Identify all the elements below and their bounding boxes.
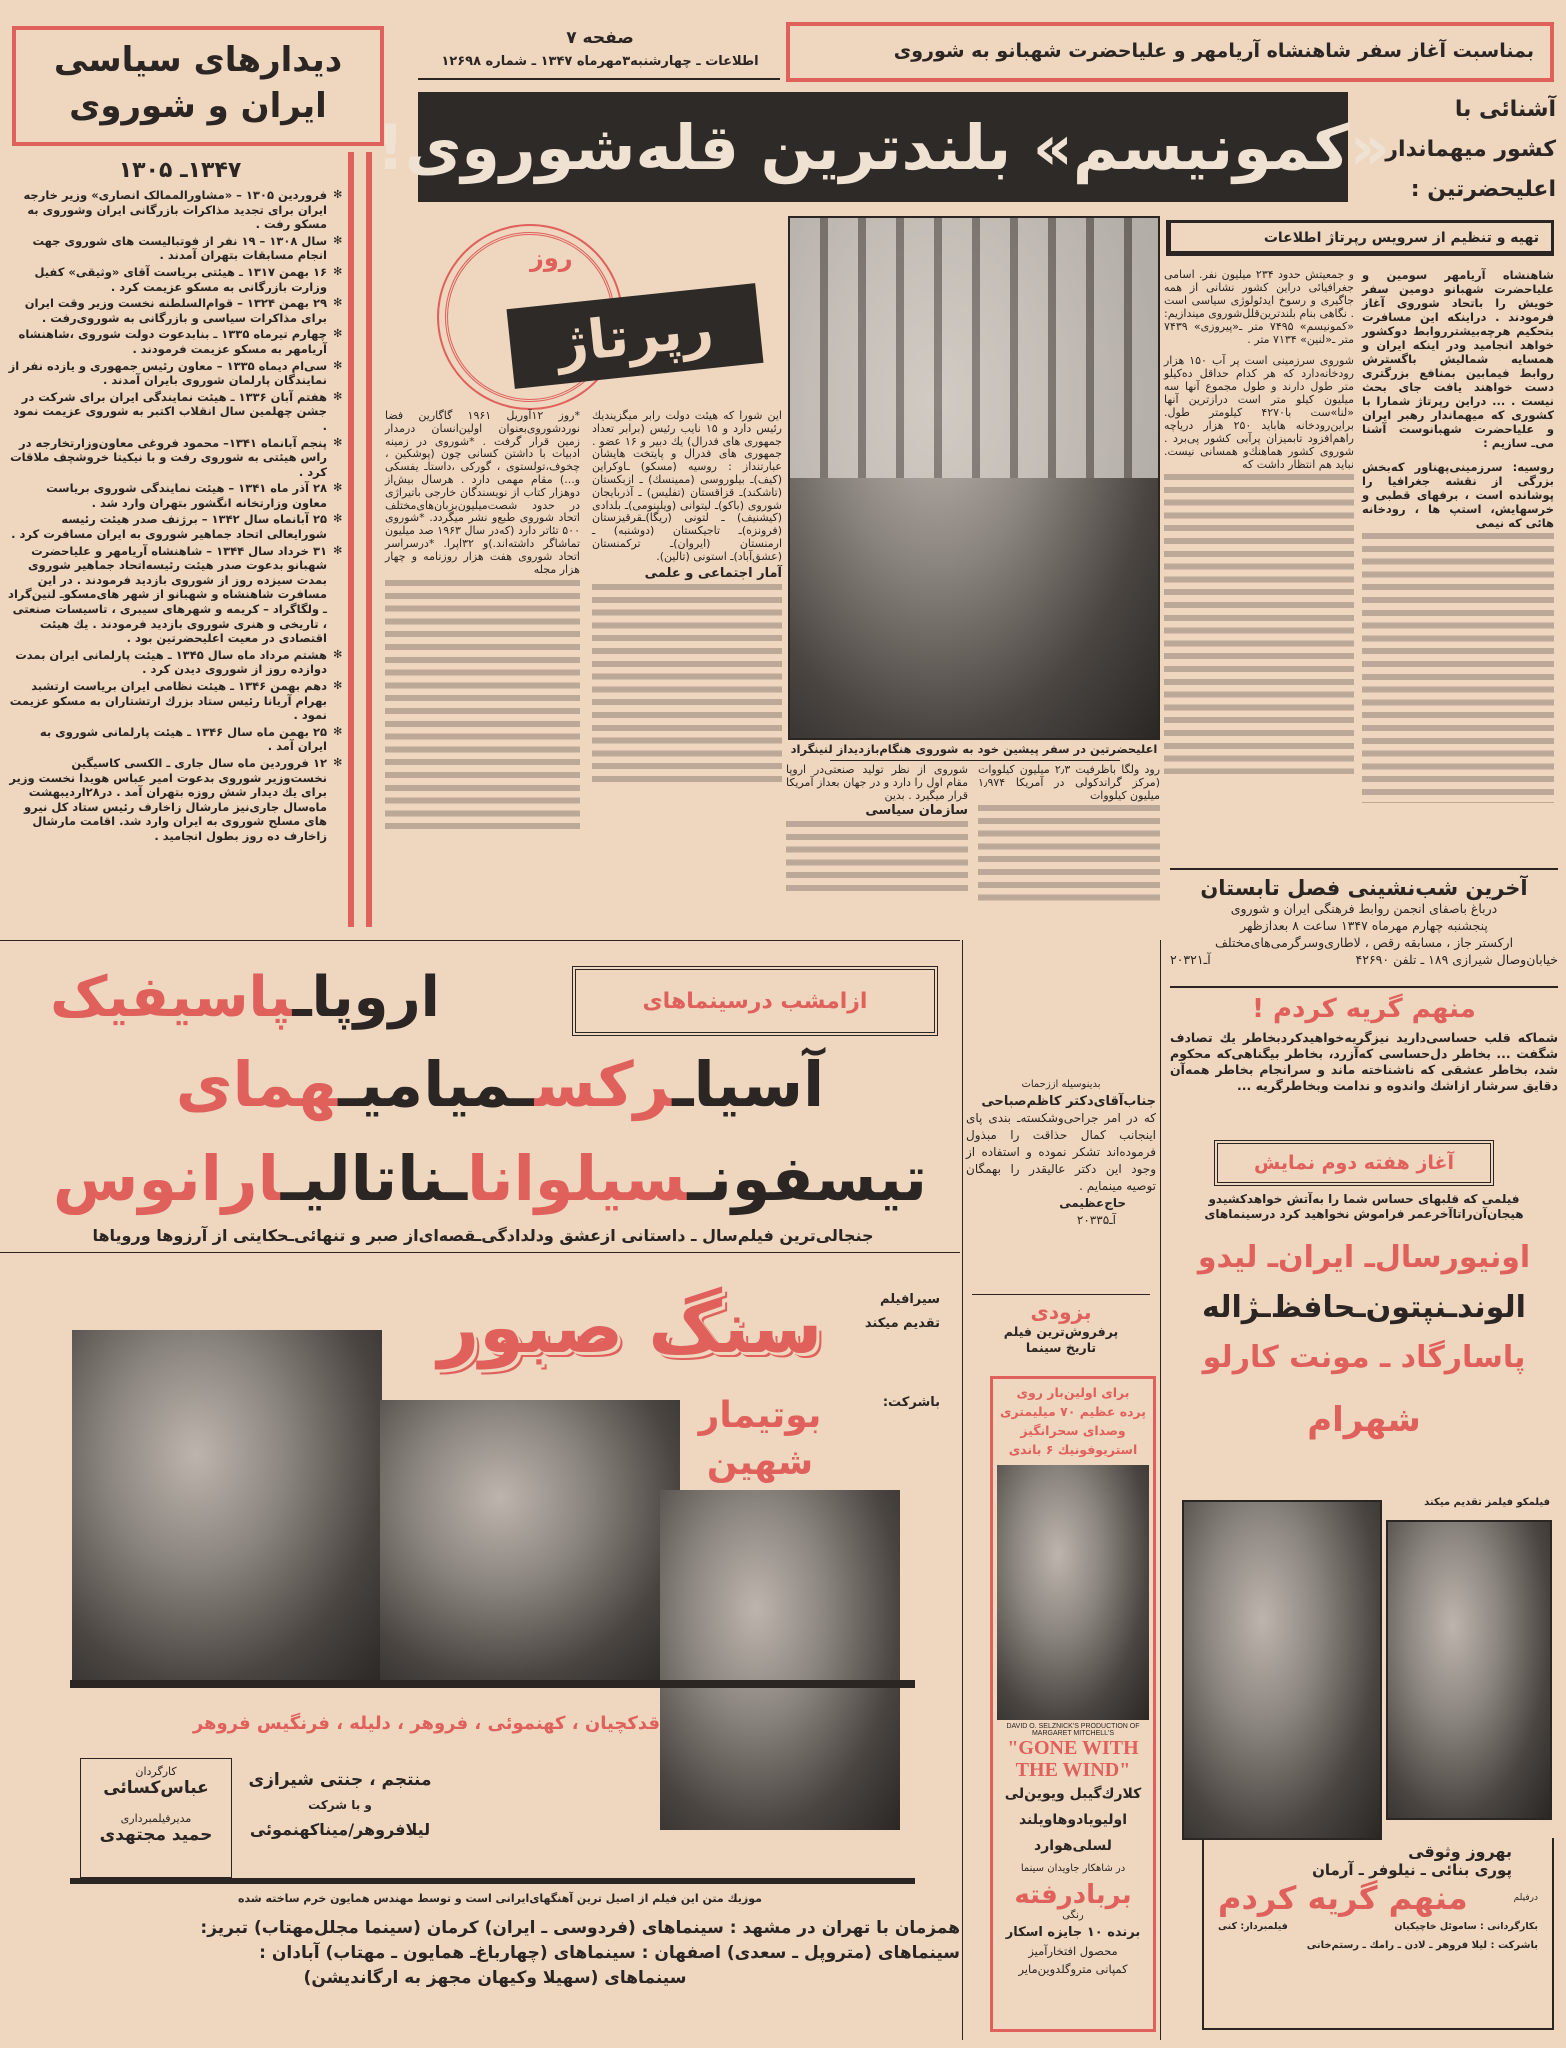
second-week-box <box>1214 1140 1494 1186</box>
kicker-line: کشور میهماندار <box>1385 137 1556 162</box>
divider <box>830 760 1120 761</box>
divider <box>1170 986 1558 988</box>
film-still-photo <box>1182 1500 1382 1840</box>
faded-text <box>385 580 580 830</box>
red-rule <box>348 152 354 927</box>
article-text: این شورا که هیئت دولت رابر میگزیندیك رئیس دارد و ۱۵ نایب رئیس (برابر تعداد جمهوری های فدرال) یك دبیر و ۱۶ عضو . جمهوری های فدرال و پایتخت هایشان عبارتنداز : روسیه (مسکو) ـاوکراین (کیف)ـ بیلوروسی (ممینسك) ـ ازبکستان (تاشکند)ـ قزاقستان (تفلیس) ـ آذربایجان شوروی (باکو)ـ لیتوانی (ویلینومی)ـ بلدادی (کیشنیف) ـ لتونی (ریگا)ـقرقیزستان (فرونزه)ـ تاجیکستان (دوشنبه) ـ ارمنستان (ایروان)ـ ترکمنستان (عشق‌آباد)ـ استونی (تالین). <box>592 409 782 563</box>
cry-ad-text: شماکه قلب حساسی‌دارید نیزگریه‌خواهیدکردبخاطر یك تصادف شگفت ... بخاطر دل‌حساسی که‌آزرد، بخاطر بیگناهی‌که محکوم شد، بخاطر عشقی که ناشناخته ماند و سرانجام بخاطر همه‌آن دقایق سرشار ازاشك واندوه و ندامت وبخاطرگریه ... <box>1170 1030 1558 1093</box>
tonight-label: ازامشب درسینماهای <box>642 988 868 1014</box>
separator: ـ <box>672 1048 694 1121</box>
timeline-item: ✻ ۳۱ خرداد سال ۱۳۴۴ – شاهنشاه آریامهر و علیاحضرت شهبانو بدعوت صدر هیئت رئیسه‌اتحاد جماهیر شوروی بمدت سیزده روز از شوروی بازدید فرمودند . در این مسافرت شاهنشاه و شهبانو از شهر های‌مسکو‌ـ لنین‌گراد ـ ولگاگراد – کریمه و شهرهای سیبری ، تاسیسات صنعتی ، تاریخی و هنری شوروی بازدید فرمودند . یك هیئت اقتصادی در معیت اعلیحضرتین بود . <box>8 544 342 646</box>
page-number: صفحه ۷ <box>566 28 634 48</box>
divider <box>972 1294 1150 1295</box>
faded-text <box>1164 474 1354 774</box>
cinema-name: همای <box>175 1048 339 1121</box>
photo-leningrad-visit <box>788 216 1160 740</box>
director-label: کارگردان <box>135 1765 177 1778</box>
service-box-text: تهیه و تنظیم از سرویس رپرتاژ اطلاعات <box>1263 230 1539 246</box>
cinema-list: شهرام <box>1307 1400 1421 1440</box>
timeline-item: ✻ سی‌ام دیماه ۱۳۳۵ – معاون رئیس جمهوری و یازده نفر از نمایندگان پارلمان شوروی بایران آمدند . <box>8 359 342 388</box>
cry-ad <box>1170 994 1558 1094</box>
star-name: پوری بنائی ـ نیلوفر ـ آرمان <box>1312 1861 1512 1879</box>
cinema-ad-tagline: جنجالی‌ترین فیلم‌سال ـ داستانی ازعشق ودلدادگی‌ـقصه‌ای‌از صبر و تنهائی‌ـحکایتی از آرزوها ورویاها <box>92 1226 874 1245</box>
gwtw-line: وصدای سحرانگیز <box>1020 1423 1126 1438</box>
composer: منتجم ، جنتی شیرازی <box>248 1770 432 1790</box>
title-english: THE WIND" <box>1015 1759 1131 1781</box>
timeline-list <box>8 188 342 846</box>
sabour-cast: قدکچیان ، کهنموئی ، فروهر ، دلیله ، فرنگیس فروهر <box>192 1713 660 1734</box>
timeline-item: ✻ پنجم آبانماه ۱۳۴۱– محمود فروغی معاون‌وزارتخارجه در راس هیئتی به شوروی رفت و با نیکیتا خروشچف ملاقات کرد . <box>8 436 342 480</box>
black-rule <box>70 1878 915 1884</box>
middle-article-col-left <box>385 410 580 920</box>
timeline-item: ✻ ۱۲ فروردین ماه سال جاری ـ الکسی کاسیگین نخست‌وزیر شوروی بدعوت امیر عباس هویدا نخست وزیر برای یك دیدار شش روزه بتهران آمد . در۲۸اردیبهشت ماه‌سال جاری‌نیز مارشال زاخارف رئیس ستاد کل نیرو های مسلح شوروی به ایران وارد شد. اقامت مارشال زاخارف ده روز بطول انجامید . <box>8 756 342 844</box>
cities-line: سینماهای (متروپل ـ سعدی) اصفهان : سینماهای (چهارباغ‌ـ همایون ـ مهتاب) آبادان : <box>259 1943 960 1963</box>
service-box <box>1166 220 1554 256</box>
doctor-name: جناب‌آقای‌دکتر کاظم‌صباحی <box>981 1094 1156 1109</box>
timeline-item: ✻ ۲۵ آبانماه سال ۱۳۴۲ – برژنف صدر هیئت رئیسه شورایعالی اتحاد جماهیر شوروی به ایران مسافرت کرد . <box>8 512 342 541</box>
cinema-name: ارانوس <box>52 1142 281 1215</box>
cities-line: سینماهای (سهیلا وکیهان مجهز به ارگاندیشن) <box>303 1968 687 1988</box>
article-text: *روز ۱۲آوریل ۱۹۶۱ گاگارین فضا نوردشوروی‌بعنوان اولین‌انسان درمدار زمین قرار گرفت . *شوروی در زمینه ادبیات با داشتن کسانی چون (پوشکین ، چخوف،تولستوی ، گورکی ،داستا‌ـ یفسکی و...) مقام مهمی دارد . هرسال بیش‌از دوهزار کتاب از نویسندگان خارجی باتیراژی در حدود شصت‌میلیون‌بزبان‌های‌مختلف اتحاد شوروی طبع‌و نشر میگردد. *شوروی ۵۰۰ تئاتر دارد (که‌در سال ۱۹۶۳ صد میلیون تماشاگر داشته‌اند.)و ۳۲اپرا. *درسراسر اتحاد شوروی هفت هزار روزنامه و چهار هزار مجله <box>385 409 580 576</box>
actress-photo <box>380 1400 680 1680</box>
cinema-name: آسیا <box>693 1048 825 1121</box>
timeline-item: ✻ سال ۱۳۰۸ – ۱۹ نفر از فوتبالیست های شوروی جهت انجام مسابقات بتهران آمدند . <box>8 234 342 263</box>
thanks-text: که در امر جراحی‌وشکسته‌ـ بندی پای اینجانب کمال حذاقت را مبذول فرموده‌اند تشکر نموده و استفاده از وجود این دکتر عالیقدر را بهمگان توصیه مینمایم . <box>966 1111 1156 1193</box>
cinema-row-2 <box>60 1040 940 1130</box>
producer-line: محصول افتخارآمیز <box>1028 1944 1118 1958</box>
headline: «کمونیسم» بلندترین قله‌شوروی! <box>376 110 1390 184</box>
cast-line: کلارك‌گیبل ویوین‌لی <box>1004 1786 1142 1802</box>
right-article-col2 <box>1164 268 1354 858</box>
under-photo-col2 <box>786 764 968 924</box>
cry-ad-intro: فیلمی که قلبهای حساس شما را به‌آتش خواهدکشیدو هیجان‌آن‌راتاآخرعمر فراموش نخواهید کرد درسینماهای <box>1204 1192 1524 1221</box>
director-credit: بکارگردانی : ساموئل خاچیکیان <box>1394 1921 1538 1932</box>
music-note: موزیك متن این فیلم از اصیل ترین آهنگهای‌ایرانی است و توسط مهندس همایون خرم ساخته شده <box>238 1892 762 1905</box>
film-still-photo <box>1386 1520 1552 1820</box>
cinema-name: سیلوانا <box>467 1142 688 1215</box>
red-rule <box>366 152 372 927</box>
director-name: عباس‌کسائی <box>103 1778 209 1798</box>
camera-credit: فیلمبردار: کنی <box>1218 1921 1288 1932</box>
party-ad-line: پنجشنبه چهارم مهرماه ۱۳۴۷ ساعت ۸ بعدازظهر <box>1240 918 1488 933</box>
separator: ـ <box>513 1048 535 1121</box>
party-ad-title: آخرین شب‌نشینی فصل تابستان <box>1200 876 1528 900</box>
middle-article-col-right <box>592 410 782 920</box>
article-text: شاهنشاه آریامهر سومین و علیاحضرت شهبانو دومین سفر خویش را باتحاد شوروی آغاز فرمودند . دراینکه این مسافرت بتحکیم هرچه‌بیشترروابط دوکشور خواهد انجامید ودر اینکه ایران و همسایه شمالیش باگسترش روابط فیمابین بمنافع بزرگتری دست خواهند یافت جای بحث نیست . ... دراین رپرتاژ شمارا با کشوری که میهماندار رهبر ایران و علیاحضرت شهبانوست آشنا می‌ـ سازیم : <box>1362 268 1554 450</box>
dp-label: مدیرفیلمبرداری <box>120 1812 192 1825</box>
composer-credit <box>240 1770 440 1839</box>
kicker-line: آشنائی با <box>1454 97 1556 122</box>
cast-line: اولیویادوهاویلند <box>1018 1812 1128 1828</box>
faded-text <box>592 584 782 784</box>
color-label: رنگی <box>1062 1910 1084 1921</box>
timeline-item: ✻ چهارم تیرماه ۱۳۳۵ ـ بنابدعوت دولت شوروی ،شاهنشاه آریامهر به مسکو عزیمت فرمودند . <box>8 327 342 356</box>
signer: حاج‌عظیمی <box>1059 1196 1126 1210</box>
cast-credit: باشرکت : لیلا فروهر ـ لادن ـ رامك ـ رستم‌خانی <box>1306 1940 1538 1951</box>
gwtw-teaser <box>966 1300 1156 1356</box>
timeline-item: ✻ ۲۹ بهمن ۱۳۲۴ – قوام‌السلطنه نخست وزیر وقت ایران برای مذاکرات سیاسی و بازرگانی به شوروی‌رفت . <box>8 296 342 325</box>
presenter: تقدیم میکند <box>864 1316 940 1331</box>
producer-credit: DAVID O. SELZNICK'S PRODUCTION OF <box>1006 1723 1140 1730</box>
author-credit: MARGARET MITCHELL'S <box>1031 1730 1115 1737</box>
faded-text <box>1362 533 1554 803</box>
cities-line: همزمان با تهران در مشهد : سینماهای (فردوسی ـ ایران) کرمان (سینما مجلل‌مهتاب) تبریز: <box>200 1918 960 1938</box>
divider <box>0 940 960 941</box>
divider <box>418 78 780 80</box>
star-name: شهین <box>706 1442 814 1483</box>
ad-code: آـ۲۰۳۲۱ <box>1170 952 1211 967</box>
party-ad <box>1170 876 1558 968</box>
party-ad-line: ارکستر جاز ، مسابقه رقص ، لاطاری‌وسرگرمی‌های‌مختلف <box>1214 935 1514 950</box>
article-subhead: سازمان سیاسی <box>865 803 968 819</box>
separator: ـ <box>292 965 312 1030</box>
credit-box <box>80 1758 232 1878</box>
cinema-list: الوند‌ـنپتون‌ـحافظ‌ـژاله <box>1202 1290 1526 1325</box>
film-title: منهم گریه کردم <box>1218 1879 1468 1917</box>
ad-code: آـ۲۰۳۳۵ <box>1076 1213 1116 1227</box>
gwtw-line: استریوفونیك ۶ باندی <box>1008 1442 1138 1457</box>
cinema-name: ناتالی <box>302 1142 446 1215</box>
kicker-line: اعلیحضرتین : <box>1410 177 1556 202</box>
dateline: اطلاعات ـ چهارشنبه۳مهرماه ۱۳۴۷ ـ شماره ۱۲۶۹۸ <box>441 54 759 69</box>
gwtw-line: پرده عظیم ۷۰ میلیمتری <box>1000 1404 1146 1419</box>
party-ad-line: درباغ باصفای انجمن روابط فرهنگی ایران و شوروی <box>1230 901 1498 916</box>
cinema-name: تیسفون <box>708 1142 928 1215</box>
faded-text <box>786 821 968 891</box>
article-text: روسیه: سرزمینی‌پهناور که‌بخش بزرگی از نقشه جغرافیا را پوشانده است ، برفهای قطبی و خرسهایش، استپ ها ، رودخانه هائی که نیمی <box>1362 460 1554 530</box>
star-name: بهروز وثوقی <box>1408 1842 1512 1861</box>
building-columns <box>790 218 1158 478</box>
faded-text <box>978 805 1160 905</box>
cinema-name: اروپا <box>311 965 440 1030</box>
timeline-item: ✻ هفتم آبان ۱۳۳۶ ـ هیئت نمایندگی ایران برای شرکت در جشن چهلمین سال انقلاب اکتبر به شوروی عزیمت نمود . <box>8 390 342 434</box>
and-with: و با شرکت <box>308 1798 372 1812</box>
presenter: فیلمکو فیلمز تقدیم میکند <box>1424 1497 1550 1508</box>
presenter: سیرافیلم <box>880 1292 940 1307</box>
divider <box>1170 868 1558 870</box>
divider <box>0 1252 960 1253</box>
separator: ـ <box>445 1142 468 1215</box>
reportage-logo-small: روز <box>530 244 573 272</box>
second-week-label: آغاز هفته دوم نمایش <box>1253 1152 1455 1174</box>
cinema-name: رکس <box>534 1048 673 1121</box>
section-title-line1: دیدارهای سیاسی <box>53 40 343 80</box>
reportage-logo: رپرتاژ <box>507 283 764 389</box>
cinema-name: پاسیفیک <box>50 965 293 1030</box>
party-ad-address: خیابان‌وصال شیرازی ۱۸۹ ـ تلفن ۴۲۶۹۰ <box>1355 952 1558 967</box>
producer-line: کمپانی متروگلدوین‌مایر <box>1018 1962 1128 1976</box>
section-title-line2: ایران و شوروی <box>69 86 327 126</box>
under-photo-col1 <box>978 764 1160 924</box>
article-text: شوروی از نظر تولید صنعتی‌در اروپا مقام اول را دارد و در جهان بعداز آمریکا قرار میگیرد . بدین <box>786 763 968 802</box>
cinema-list: پاسارگاد ـ مونت کارلو <box>1202 1340 1526 1375</box>
actor-photo <box>72 1330 382 1685</box>
photo-caption: اعلیحضرتین در سفر پیشین خود به شوروی هنگام‌بازدیداز لنینگراد <box>790 742 1158 756</box>
separator: ـ <box>280 1142 303 1215</box>
timeline-item: ✻ فروردین ۱۳۰۵ – «مشاورالممالک انصاری» وزیر خارجه ایران برای تجدید مذاکرات بازرگانی ایران وشوروی به مسکو رفت . <box>8 188 342 232</box>
secondary-cast: لیلافروهر/میناکهنموئی <box>249 1820 431 1839</box>
tonight-box <box>572 966 938 1036</box>
lead-line: در شاهکار جاویدان سینما <box>1020 1863 1126 1874</box>
cinema-name: میامی <box>359 1048 514 1121</box>
cinema-list: اونیورسال‌ـ ایران‌ـ لیدو <box>1197 1240 1531 1275</box>
cry-ad-credits <box>1202 1838 1554 2030</box>
oscar-line: برنده ۱۰ جایزه اسکار <box>1005 1925 1141 1940</box>
cinema-row-1 <box>20 960 470 1036</box>
gwtw-poster-photo <box>997 1465 1149 1720</box>
in-film-label: درفیلم <box>1513 1893 1538 1903</box>
column-rule <box>962 940 963 2040</box>
article-text: شوروی سرزمینی است پر آب ۱۵۰ هزار رودخانه‌دارد که هر کدام حداقل ده‌کیلو متر طول دارند و طول مجموع آنها سه میلیون کیلو متر است درازترین آنها «لنا»ست با۴۲۷۰ کیلومتر طول. براین‌رودخانه هاباید ۲۵۰ هزار دریاچه راهم‌افزود تابمیزان پرآبی کشور پی‌برد . شوروی کشور هماهنك‌و همسانی نیست. نباید هم انتظار داشت که <box>1164 354 1354 471</box>
with-label: باشرکت: <box>882 1395 940 1410</box>
headline-bar <box>376 92 1390 202</box>
cry-ad-title: منهم گریه کردم ! <box>1252 994 1476 1024</box>
soon-label: بزودی <box>1030 1300 1092 1324</box>
article-text: و جمعیتش حدود ۲۳۴ میلیون نفر. اسامی جغرافیائی دراین کشور نشانی از همه جاگیری و رسوخ ایدئولوژی سیاسی است . نگاهی بنام بلندترین‌قلل‌شوروی میندازیم: «کمونیسم» ۷۴۹۵ متر ـ«پیروزی» ۷۴۳۹ متر ـ«لنین» ۷۱۳۴ متر . <box>1164 268 1355 346</box>
tagline: تاریخ سینما <box>1025 1340 1097 1355</box>
right-article-col1 <box>1362 268 1554 858</box>
timeline-item: ✻ ۱۶ بهمن ۱۳۱۷ ـ هیئتی بریاست آقای «وثیقی» کفیل وزارت بازرگانی به مسکو عزیمت کرد . <box>8 265 342 294</box>
occasion-text: بمناسبت آغاز سفر شاهنشاه آریامهر و علیاحضرت شهبانو به شوروی <box>893 40 1534 62</box>
title-english: "GONE WITH <box>1007 1737 1139 1759</box>
column-rule <box>1160 940 1161 2040</box>
right-kicker <box>1356 90 1556 210</box>
article-subhead: آمار اجتماعی و علمی <box>644 565 782 581</box>
separator: ـ <box>338 1048 360 1121</box>
occasion-banner <box>786 22 1554 82</box>
star-name: بوتیمار <box>698 1395 822 1436</box>
gwtw-ad <box>990 1376 1156 2032</box>
timeline-range: ۱۳۴۷ـ ۱۳۰۵ <box>118 158 242 183</box>
thanks-intro: بدینوسیله اززحمات <box>1021 1079 1101 1090</box>
title-persian: بربادرفته <box>1014 1880 1132 1910</box>
timeline-item: ✻ ۲۵ بهمن ماه سال ۱۳۴۶ ـ هیئت پارلمانی شوروی به ایران آمد . <box>8 725 342 754</box>
thank-you-ad <box>966 1076 1156 1229</box>
separator: ـ <box>687 1142 709 1215</box>
cinema-row-3 <box>20 1135 960 1223</box>
tagline: پرفروش‌ترین فیلم <box>1003 1324 1119 1339</box>
section-title-box <box>12 26 384 146</box>
film-title-sang-e-sabour: سنگ صبور <box>437 1285 823 1369</box>
timeline-item: ✻ ۲۸ آذر ماه ۱۳۴۱ – هیئت نمایندگی شوروی بریاست معاون وزارتخانه انگشور بتهران وارد شد . <box>8 481 342 510</box>
timeline-item: ✻ دهم بهمن ۱۳۴۶ ـ هیئت نظامی ایران بریاست ارتشبد بهرام آریانا رئیس ستاد بزرك ارتشتاران به مسکو عزیمت نمود . <box>8 679 342 723</box>
black-rule <box>70 1680 915 1688</box>
dp-name: حمید مجتهدی <box>99 1825 213 1845</box>
article-text: رود ولگا باظرفیت ۲٫۳ میلیون کیلووات (مرکز گراندکولی در آمریکا ۱٫۹۷۴ میلیون کیلووات <box>978 763 1160 802</box>
other-cities <box>30 1916 960 1991</box>
timeline-item: ✻ هشتم مرداد ماه سال ۱۳۴۵ ـ هیئت پارلمانی ایران بمدت دوازده روز از شوروی دیدن کرد . <box>8 648 342 677</box>
film-still-photo <box>660 1490 900 1830</box>
cast-line: لسلی‌هوارد <box>1034 1838 1112 1854</box>
gwtw-line: برای اولین‌بار روی <box>1016 1385 1130 1400</box>
